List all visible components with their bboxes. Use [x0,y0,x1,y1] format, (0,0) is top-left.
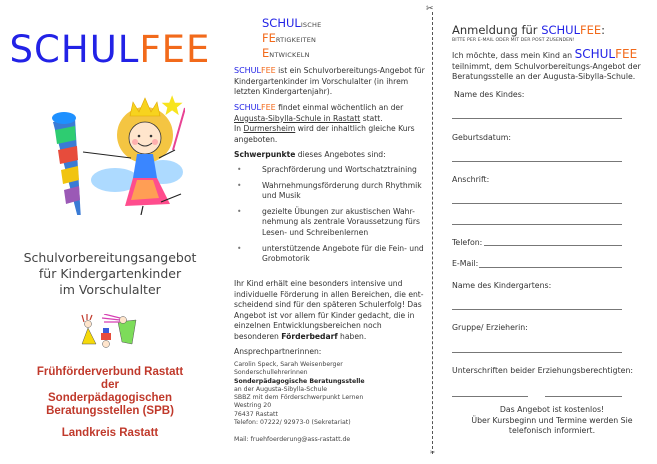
playing-children-illustration [78,314,140,354]
child-name-field[interactable] [452,118,622,119]
brand-schul: SCHUL [234,66,261,75]
footer-line: Das Angebot ist kostenlos! [499,405,605,414]
support-paragraph [234,279,426,343]
durmersheim-prefix: In [234,124,244,134]
contact-city: 76437 Rastatt [234,410,278,418]
brand-schul: SCHUL [574,47,616,61]
organization-line: Sonderpädagogischen [48,392,172,404]
organization-name [0,366,220,418]
acronym-highlight: FE [262,31,276,45]
support-text: Ihr Kind erhält eine besonders intensive und individuelle Förderung in allen Bereichen, die ent-scheidend sind für den späteren Schulerfolg! Das Angebot ist vor allem für Kinder gedacht, die in einzelnen Entwicklungsbereichen noch besonderen [234,279,424,341]
form-title [452,23,605,37]
cover-panel [0,0,220,464]
durmersheim-place: Durmersheim [243,124,296,134]
list-item-text: gezielte Übungen zur akustischen Wahr-nehmung als zentrale Voraussetzung fürs Lesen- und Schreibenlernen [262,206,420,237]
contact-sbbz: SBBZ mit dem Förderschwerpunkt Lernen [234,394,364,402]
signature-field-1[interactable] [452,396,528,397]
contact-phone: Telefon: 07222/ 92973-0 (Sekretariat) [234,419,351,427]
school-name: Augusta-Sibylla-Schule in Rastatt [234,113,361,123]
brand-fee: FEE [261,103,276,112]
phone-label: Telefon: [452,238,483,247]
kindergarten-field[interactable] [452,309,622,310]
form-footer [462,405,642,437]
contact-mail-link[interactable]: Mail: fruehfoerderung@ass-rastatt.de [234,436,351,443]
scissors-icon: ✂ [430,449,436,456]
signature-field-2[interactable] [545,396,622,397]
brand-fee: FEE [261,66,276,75]
durmersheim-text: wird der inhaltlich gleiche Kurs angeboten. [234,124,415,144]
form-intro-text-end: teilnimmt, dem Schulvorbereitungs-Angebot der Beratungsstelle an der Augusta-Sibylla-Schule. [452,61,641,82]
support-bold: Förderbedarf [281,331,338,341]
bullet-icon: • [237,243,242,253]
form-title-prefix: Anmeldung für [452,23,542,37]
contact-block [234,361,426,427]
list-item-text: Wahrnehmungsförderung durch Rhythmik und Musik [262,180,422,201]
list-item [234,165,426,176]
acronym-rest: ISCHE [300,21,322,29]
support-end: haben. [337,331,367,341]
form-note: BITTE PER E-MAIL ODER MIT DER POST ZUSENDEN! [452,38,575,43]
brand-fee: FEE [615,47,638,61]
cut-line-divider [430,12,436,456]
birthdate-label: Geburtsdatum: [452,133,512,142]
group-field[interactable] [452,352,622,353]
contact-office: Sonderpädagogische Beratungsstelle [234,377,365,385]
contact-school: an der Augusta-Sibylla-Schule [234,385,327,393]
focus-list [234,165,426,270]
acronym-rest: RTIGKEITEN [275,36,317,44]
bullet-icon: • [237,180,242,190]
brand-fee: FEE [580,23,602,37]
form-title-suffix: : [601,23,606,37]
signatures-label: Unterschriften beider Erziehungsberechtigten: [452,366,634,375]
intro-paragraph [234,66,426,98]
organization-line: Frühförderverbund Rastatt [36,366,184,378]
schulfee-logo [0,28,220,71]
district-name: Landkreis Rastatt [61,427,159,439]
brand-schul: SCHUL [234,103,261,112]
intro-text: ist ein Schulvorbereitungs-Angebot für Kindergartenkinder im Vorschulalter (in ihrem letzten Kindergartenjahr). [234,66,425,97]
list-item-text: unterstützende Angebote für die Fein- und Grobmotorik [262,243,424,264]
kindergarten-label: Name des Kindergartens: [452,281,552,290]
registration-form [452,0,652,464]
contact-names: Carolin Speck, Sarah Weisenberger [234,361,343,368]
schedule-text-end: statt. [360,113,383,123]
acronym-rest: NTWICKELN [269,51,310,59]
crown-icon [130,98,160,116]
form-intro-text: Ich möchte, dass mein Kind an [452,51,575,60]
schedule-paragraph [234,103,426,145]
list-item [234,244,426,265]
footer-line: Über Kursbeginn und Termine werden Sie [471,415,633,425]
phone-field[interactable] [484,245,622,246]
footer-line: telefonisch informiert. [508,426,596,436]
subtitle-line: im Vorschulalter [59,282,161,297]
bullet-icon: • [237,206,242,216]
organization-line: Beratungsstellen (SPB) [46,405,174,417]
fairy-illustration [45,80,185,215]
focus-rest: dieses Angebotes sind: [295,150,386,159]
form-intro [452,49,652,83]
subtitle-line: für Kindergartenkinder [38,266,182,281]
contact-heading: Ansprechpartnerinnen: [234,347,322,356]
bullet-icon: • [237,165,242,174]
address-field-line-2[interactable] [452,224,622,225]
school-cone-icon [52,112,81,215]
acronym-block [262,17,321,62]
address-field-line-1[interactable] [452,203,622,204]
focus-heading [234,150,426,161]
acronym-highlight: SCHUL [262,16,301,30]
info-panel [232,0,427,464]
acronym-highlight: E [262,46,270,60]
list-item-text: Sprachförderung und Wortschatztraining [262,165,417,174]
organization-line: der [101,379,119,391]
schedule-text: findet einmal wöchentlich an der [275,103,404,112]
logo-part-schul: SCHUL [9,28,140,71]
list-item [234,207,426,239]
child-name-label: Name des Kindes: [454,90,525,99]
email-field[interactable] [479,267,622,268]
cover-subtitle [0,250,220,298]
group-label: Gruppe/ Erzieherin: [452,323,528,332]
contact-role: Sonderschullehrerinnen [234,369,308,377]
scissors-icon: ✂ [426,4,434,14]
focus-bold: Schwerpunkte [234,150,296,159]
star-wand-icon [162,95,183,115]
acronym-line [262,47,321,62]
email-label: E-Mail: [452,259,479,268]
subtitle-line: Schulvorbereitungsangebot [23,250,197,265]
acronym-line [262,32,321,47]
list-item [234,181,426,202]
brand-schul: SCHUL [541,23,580,37]
logo-part-fee: FEE [139,28,211,71]
acronym-line [262,17,321,32]
address-label: Anschrift: [452,175,490,184]
birthdate-field[interactable] [452,161,622,162]
contact-street: Westring 20 [234,402,272,410]
